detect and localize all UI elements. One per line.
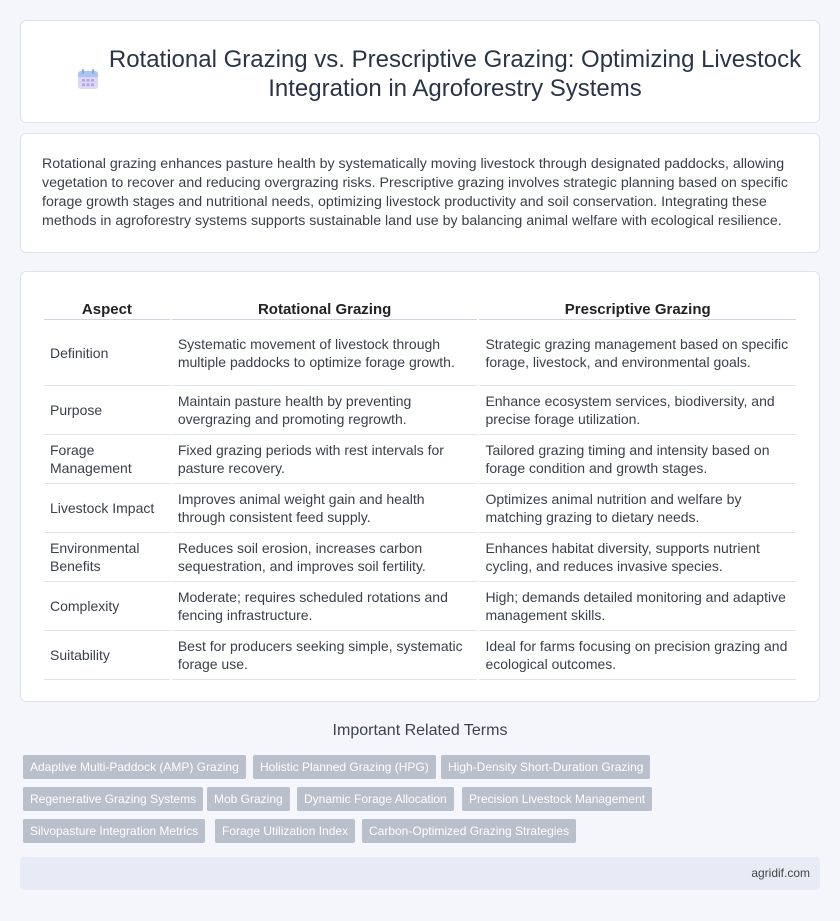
related-term-tag[interactable]: Dynamic Forage Allocation bbox=[297, 787, 454, 811]
related-term-tag[interactable]: High-Density Short-Duration Grazing bbox=[441, 755, 650, 779]
cell-aspect: Suitability bbox=[44, 631, 170, 680]
table-row bbox=[44, 631, 796, 680]
related-terms-title: Important Related Terms bbox=[332, 722, 508, 739]
header-aspect: Aspect bbox=[44, 296, 170, 320]
cell-prescriptive: Enhance ecosystem services, biodiversity, and precise forage utilization. bbox=[479, 386, 796, 435]
cell-prescriptive: High; demands detailed monitoring and adaptive management skills. bbox=[479, 582, 796, 631]
related-term-tag[interactable]: Mob Grazing bbox=[207, 787, 290, 811]
cell-rotational: Improves animal weight gain and health through consistent feed supply. bbox=[172, 484, 478, 533]
intro-paragraph: Rotational grazing enhances pasture health by systematically moving livestock through designated paddocks, allowing vegetation to recover and reducing overgrazing risks. Prescriptive grazing involves strategic planning based on specific forage growth stages and nutritional needs, optimizing livestock productivity and soil conservation. Integrating these methods in agroforestry systems supports sustainable land use by balancing animal welfare with ecological resilience. bbox=[42, 156, 789, 229]
page-title: Rotational Grazing vs. Prescriptive Grazing: Optimizing Livestock Integration in Agroforestry Systems bbox=[108, 46, 802, 102]
header-rotational: Rotational Grazing bbox=[172, 296, 478, 320]
footer-bar bbox=[20, 857, 820, 890]
cell-rotational: Best for producers seeking simple, systematic forage use. bbox=[172, 631, 478, 680]
cell-aspect: Complexity bbox=[44, 582, 170, 631]
table-row bbox=[44, 435, 796, 484]
related-term-tag[interactable]: Carbon-Optimized Grazing Strategies bbox=[362, 819, 576, 843]
comparison-table-card bbox=[20, 271, 820, 702]
table-row bbox=[44, 582, 796, 631]
cell-prescriptive: Tailored grazing timing and intensity based on forage condition and growth stages. bbox=[479, 435, 796, 484]
cell-rotational: Moderate; requires scheduled rotations and fencing infrastructure. bbox=[172, 582, 478, 631]
related-term-tag[interactable]: Regenerative Grazing Systems bbox=[23, 787, 203, 811]
table-header-row bbox=[44, 296, 796, 320]
header-prescriptive: Prescriptive Grazing bbox=[479, 296, 796, 320]
cell-rotational: Maintain pasture health by preventing overgrazing and promoting regrowth. bbox=[172, 386, 478, 435]
table-row bbox=[44, 484, 796, 533]
cell-rotational: Systematic movement of livestock through multiple paddocks to optimize forage growth. bbox=[172, 320, 478, 386]
related-term-tag[interactable]: Silvopasture Integration Metrics bbox=[23, 819, 205, 843]
cell-aspect: Forage Management bbox=[44, 435, 170, 484]
cell-aspect: Livestock Impact bbox=[44, 484, 170, 533]
cell-aspect: Definition bbox=[44, 320, 170, 386]
related-term-tag[interactable]: Adaptive Multi-Paddock (AMP) Grazing bbox=[23, 755, 246, 779]
header-card bbox=[20, 20, 820, 123]
comparison-table bbox=[42, 296, 798, 680]
cell-rotational: Reduces soil erosion, increases carbon sequestration, and improves soil fertility. bbox=[172, 533, 478, 582]
table-row bbox=[44, 320, 796, 386]
related-term-tag[interactable]: Precision Livestock Management bbox=[462, 787, 652, 811]
intro-card bbox=[20, 133, 820, 253]
cell-prescriptive: Ideal for farms focusing on precision grazing and ecological outcomes. bbox=[479, 631, 796, 680]
related-term-tag[interactable]: Forage Utilization Index bbox=[215, 819, 355, 843]
cell-prescriptive: Enhances habitat diversity, supports nutrient cycling, and reduces invasive species. bbox=[479, 533, 796, 582]
cell-rotational: Fixed grazing periods with rest intervals for pasture recovery. bbox=[172, 435, 478, 484]
cell-aspect: Environmental Benefits bbox=[44, 533, 170, 582]
cell-prescriptive: Strategic grazing management based on specific forage, livestock, and environmental goals. bbox=[479, 320, 796, 386]
related-term-tag[interactable]: Holistic Planned Grazing (HPG) bbox=[253, 755, 436, 779]
footer-site-link[interactable]: agridif.com bbox=[751, 866, 810, 880]
cell-aspect: Purpose bbox=[44, 386, 170, 435]
cell-prescriptive: Optimizes animal nutrition and welfare by matching grazing to dietary needs. bbox=[479, 484, 796, 533]
table-row bbox=[44, 386, 796, 435]
table-row bbox=[44, 533, 796, 582]
